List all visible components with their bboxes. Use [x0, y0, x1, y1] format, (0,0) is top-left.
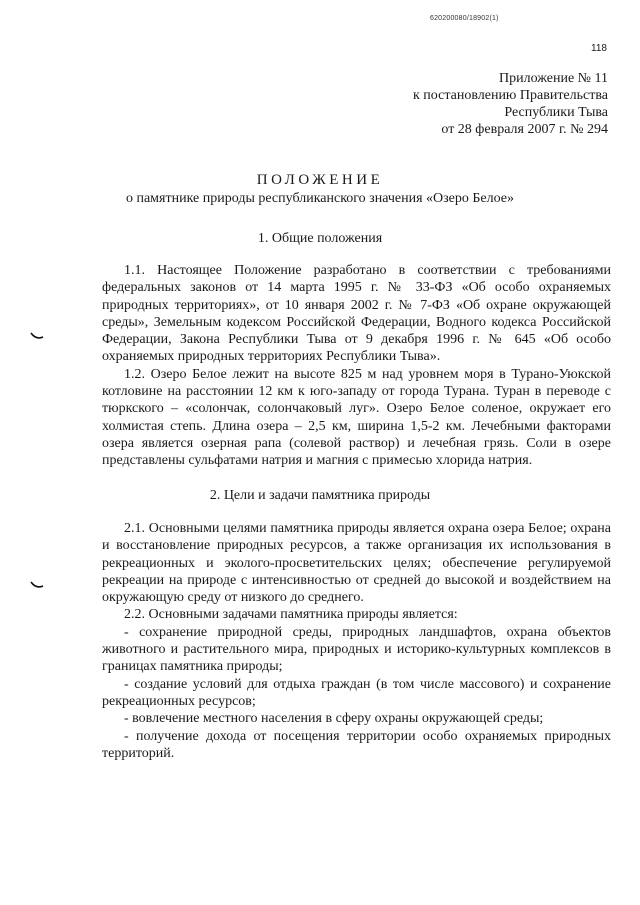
section-heading: 2. Цели и задачи памятника природы [209, 488, 431, 503]
page-number: 118 [591, 43, 607, 54]
list-item: - сохранение природной среды, природных ландшафтов, охрана объектов животного и растительного мира, природных и историко-культурных комплексов в границах памятника природы; [102, 624, 611, 675]
paragraph: 1.2. Озеро Белое лежит на высоте 825 м над уровнем моря в Турано-Уюкской котловине на расстоянии 12 км к юго-западу от города Турана. Туран в переводе с тюркского – «солончак, солончаковый луг». Озеро Белое соленое, окружает его холмистая степь. Длина озера – 2,5 км, ширина 1,5-2 км. Лечебными факторами озера является озерная рапа (солевой раствор) и лечебная грязь. Соли в озере представлены сульфатами натрия и магния с примесью хлорида натрия. [102, 366, 611, 469]
section-heading: 1. Общие положения [257, 231, 383, 246]
section-2-body [102, 520, 611, 762]
hole-punch-mark-icon [30, 580, 44, 590]
document-subtitle: о памятнике природы республиканского значения «Озеро Белое» [125, 191, 515, 206]
appendix-block [308, 70, 608, 138]
list-item: - вовлечение местного населения в сферу охраны окружающей среды; [124, 711, 544, 727]
appendix-line: к постановлению Правительства [412, 88, 608, 103]
paragraph: 2.1. Основными целями памятника природы является охрана озера Белое; охрана и восстановление природных ресурсов, а также организация их использования в рекреационных и эколого-просветительских целях; обеспечение регулируемой рекреации на природе с интенсивностью от средней до высокой и воздействием на окружающую среду от низкого до среднего. [102, 521, 611, 606]
hole-punch-mark-icon [30, 331, 44, 341]
section-1-body [102, 262, 611, 470]
appendix-line: от 28 февраля 2007 г. № 294 [441, 122, 608, 137]
list-item: - создание условий для отдыха граждан (в том числе массового) и сохранение рекреационных ресурсов; [102, 676, 611, 709]
document-title: ПОЛОЖЕНИЕ [256, 172, 384, 188]
appendix-line: Республики Тыва [504, 105, 608, 120]
list-item: - получение дохода от посещения территории особо охраняемых природных территорий. [102, 728, 611, 761]
appendix-line: Приложение № 11 [499, 71, 608, 86]
paragraph: 2.2. Основными задачами памятника природы является: [124, 607, 458, 623]
paragraph: 1.1. Настоящее Положение разработано в соответствии с требованиями федеральных законов от 14 марта 1995 г. № 33-ФЗ «Об особо охраняемых природных территориях», от 10 января 2002 г. № 7-ФЗ «Об охране окружающей среды», Земельным кодексом Российской Федерации, Водного кодекса Российской Федерации, Закона Республики Тыва от 9 декабря 1996 г. № 645 «Об особо охраняемых природных территориях Республики Тыва». [102, 263, 611, 365]
document-id: 620200080/18902(1) [430, 15, 499, 22]
